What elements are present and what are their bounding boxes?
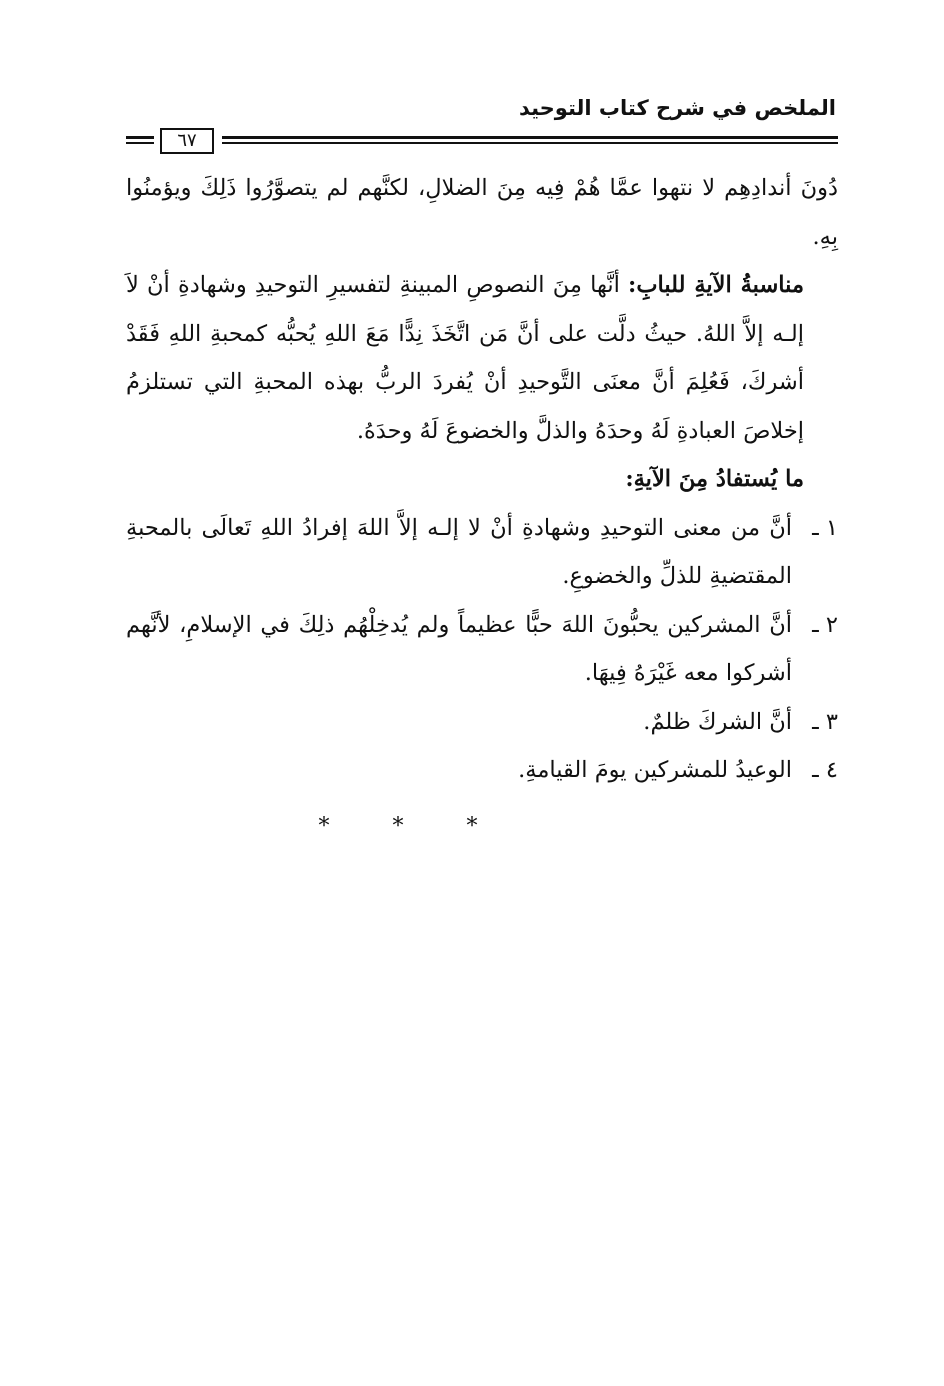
relevance-heading: مناسبةُ الآيةِ للبابِ: [628,272,805,298]
header-rule-short [126,136,154,144]
list-item-text: أنَّ من معنى التوحيدِ وشهادةِ أنْ لا إلـه إلاَّ اللهَ إفرادُ اللهِ تَعالَى بالمحبةِ المقتضيةِ للذلِّ والخضوعِ. [126,514,792,589]
list-item [126,698,838,747]
header-rule [126,130,838,156]
list-item-number: ٣ ـ [812,708,838,735]
relevance-paragraph [126,261,838,455]
body-text [126,164,838,851]
benefits-heading: ما يُستفادُ مِنَ الآيةِ: [625,466,804,492]
section-separator: * * * [318,813,506,839]
list-item-text: أنَّ الشركَ ظلمٌ. [643,708,792,735]
list-item [126,504,838,601]
list-item-text: الوعيدُ للمشركين يومَ القيامةِ. [518,757,792,783]
running-title: الملخص في شرح كتاب التوحيد [518,96,836,120]
list-item-number: ٤ ـ [812,757,838,783]
relevance-text: أنَّها مِنَ النصوصِ المبينةِ لتفسيرِ التوحيدِ وشهادةِ أنْ لاَ إلـه إلاَّ اللهُ. حيثُ دلَّت على أنَّ مَن اتَّخَذَ نِدًّا مَعَ اللهِ يُحبُّه كمحبةِ اللهِ فَقَدْ أشركَ، فَعُلِمَ أنَّ معنَى التَّوحيدِ أنْ يُفردَ الربُّ بهذه المحبةِ التي تستلزمُ إخلاصَ العبادةِ لَهُ وحدَهُ والذلَّ والخضوعَ لَهُ وحدَهُ. [126,272,804,444]
list-item-number: ١ ـ [812,514,838,541]
list-item-number: ٢ ـ [812,611,838,638]
header-rule-long [222,136,838,144]
paragraph-continuation: دُونَ أندادِهِم لا نتهوا عمَّا هُمْ فِيه مِنَ الضلالِ، لكنَّهم لم يتصوَّرُوا ذَلِكَ ويؤمنُوا بِهِ. [126,175,838,250]
list-item-text: أنَّ المشركين يحبُّونَ اللهَ حبًّا عظيماً ولم يُدخِلْهُم ذلِكَ في الإسلامِ، لأنَّهم أشركوا معه غَيْرَهُ فِيهَا. [126,611,792,686]
page-number: ٦٧ [160,128,214,154]
list-item [126,746,838,795]
list-item [126,601,838,698]
benefits-list [126,504,838,795]
